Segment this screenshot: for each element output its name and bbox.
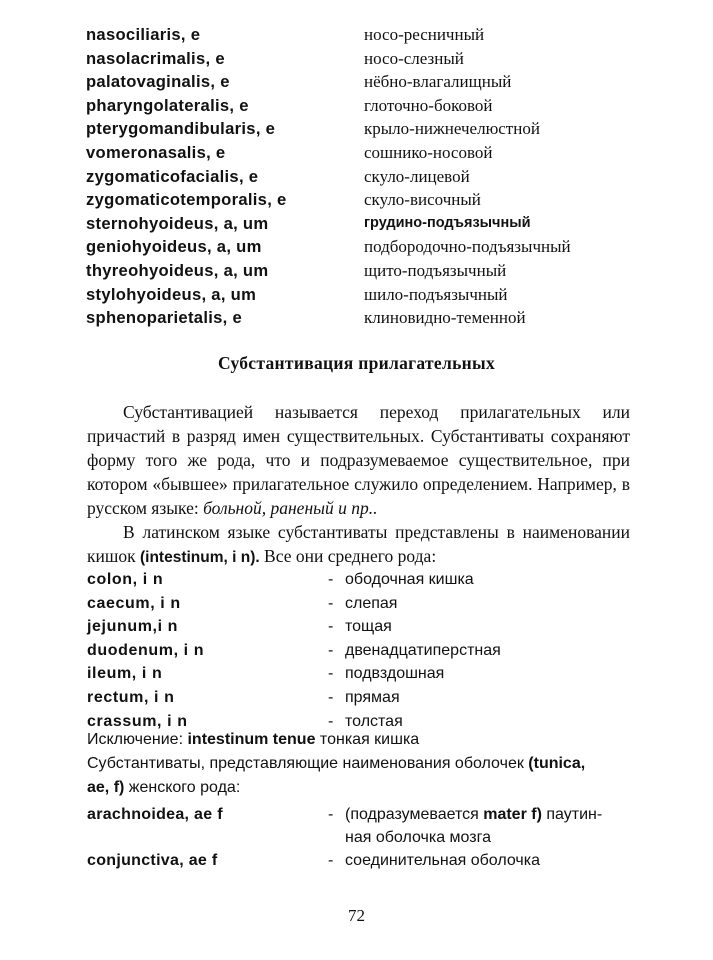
paragraph-definition (87, 400, 630, 520)
exception-label: Исключение: (87, 731, 188, 748)
paragraph-intestines (87, 520, 630, 570)
dash: - (328, 618, 334, 636)
latin-term: rectum, i n (87, 688, 175, 706)
list-item (86, 235, 646, 259)
dash: - (328, 641, 334, 659)
paragraph-text: В латинском языке субстантиваты представлены в наименовании кишок (87, 522, 630, 566)
latin-term: stylohyoideus, a, um (86, 284, 257, 304)
exception-line (87, 731, 419, 749)
russian-translation: щито-подъязычный (364, 260, 507, 280)
list-item (87, 568, 647, 592)
latin-term: crassum, i n (87, 712, 188, 730)
latin-term: sternohyoideus, a, um (86, 213, 269, 233)
russian-translation (345, 803, 602, 827)
list-item (86, 117, 646, 141)
russian-translation: клиновидно-теменной (364, 308, 526, 328)
russian-translation: носо-ресничный (364, 25, 485, 44)
page-number: 72 (348, 906, 365, 925)
list-item (86, 47, 646, 71)
list-item (87, 662, 647, 686)
russian-translation: двенадцатиперстная (345, 641, 501, 659)
russian-translation: нёбно-влагалищный (364, 72, 512, 92)
latin-term: pterygomandibularis, e (86, 119, 276, 139)
list-item (87, 803, 647, 827)
latin-term: conjunctiva, ae f (87, 852, 218, 869)
latin-term: caecum, i n (87, 594, 181, 612)
russian-translation: подвздошная (345, 665, 445, 683)
intro-bold-term: ae, f) (87, 779, 125, 796)
list-item (86, 306, 646, 330)
latin-term: palatovaginalis, e (86, 72, 230, 92)
list-item (86, 94, 646, 118)
latin-term: vomeronasalis, e (86, 142, 226, 162)
list-item (87, 710, 647, 734)
list-item (87, 639, 647, 663)
dash: - (328, 688, 334, 706)
russian-translation: толстая (345, 712, 403, 730)
list-item (86, 23, 646, 47)
latin-term: sphenoparietalis, e (86, 308, 243, 328)
russian-translation: носо-слезный (364, 48, 464, 68)
list-item-continuation (87, 826, 647, 850)
latin-term: jejunum,i n (87, 618, 179, 636)
list-item (86, 70, 646, 94)
paragraph-bold-term: (intestinum, i n). (139, 549, 260, 566)
list-item (87, 592, 647, 616)
exception-translation: тонкая кишка (315, 731, 420, 748)
dash: - (328, 806, 334, 823)
dash: - (328, 712, 334, 730)
translation-text: паутин- (541, 806, 603, 823)
russian-translation: шило-подъязычный (364, 284, 508, 304)
latin-term: arachnoidea, ae f (87, 806, 223, 823)
intro-bold-term: (tunica, (528, 755, 586, 772)
latin-term: nasolacrimalis, e (86, 48, 225, 68)
section-heading: Субстантивация прилагательных (217, 353, 496, 373)
russian-translation: прямая (345, 688, 400, 706)
dash: - (328, 594, 334, 612)
russian-translation: соединительная оболочка (345, 852, 540, 869)
latin-term: ileum, i n (87, 665, 163, 683)
russian-translation: грудино-подъязычный (364, 214, 531, 231)
latin-term: zygomaticotemporalis, e (86, 190, 287, 210)
vocabulary-list (86, 23, 646, 330)
latin-term: zygomaticofacialis, e (86, 166, 259, 186)
latin-term: pharyngolateralis, e (86, 95, 249, 115)
list-item (86, 283, 646, 307)
paragraph-text: Субстантивацией называется переход прилагательных или причастий в разряд имен существительных. Субстантиваты сохраняют форму того же рода, что и подразумеваемое существительное, при котором «бывшее» прилагательное служило определением. Например, в русском языке: (87, 402, 630, 518)
russian-translation: скуло-височный (364, 190, 481, 210)
list-item (86, 188, 646, 212)
translation-continuation: ная оболочка мозга (345, 829, 491, 846)
list-item (87, 849, 647, 873)
dash: - (328, 665, 334, 683)
latin-term: geniohyoideus, a, um (86, 237, 262, 257)
russian-translation: тощая (345, 618, 392, 636)
russian-translation: сошнико-носовой (364, 142, 493, 162)
russian-translation: ободочная кишка (345, 571, 474, 588)
russian-translation: скуло-лицевой (364, 166, 470, 186)
exception-term: intestinum tenue (187, 731, 316, 748)
intro-text: женского рода: (124, 779, 241, 796)
membranes-intro-line-2 (87, 779, 240, 797)
latin-term: nasociliaris, e (86, 25, 201, 44)
russian-translation: крыло-нижнечелюстной (364, 119, 540, 139)
list-item (87, 686, 647, 710)
list-item (86, 212, 646, 236)
latin-term: duodenum, i n (87, 641, 205, 659)
list-item (87, 615, 647, 639)
russian-translation: подбородочно-подъязычный (364, 237, 571, 257)
dash: - (328, 852, 334, 869)
list-item (86, 259, 646, 283)
russian-translation: глоточно-боковой (364, 95, 493, 115)
translation-bold-term: mater f) (483, 806, 542, 823)
latin-term: colon, i n (87, 571, 164, 588)
translation-text: (подразумевается (345, 806, 484, 823)
list-item (86, 141, 646, 165)
russian-translation: слепая (345, 594, 398, 612)
paragraph-text: Все они среднего рода: (259, 546, 437, 566)
paragraph-italic-examples: больной, раненый и пр.. (203, 498, 378, 518)
intro-text: Субстантиваты, представляющие наименования оболочек (87, 755, 529, 772)
dash: - (328, 571, 334, 588)
membranes-intro-line-1 (87, 755, 585, 773)
intestine-list (87, 568, 647, 733)
list-item (86, 165, 646, 189)
latin-term: thyreohyoideus, a, um (86, 260, 269, 280)
